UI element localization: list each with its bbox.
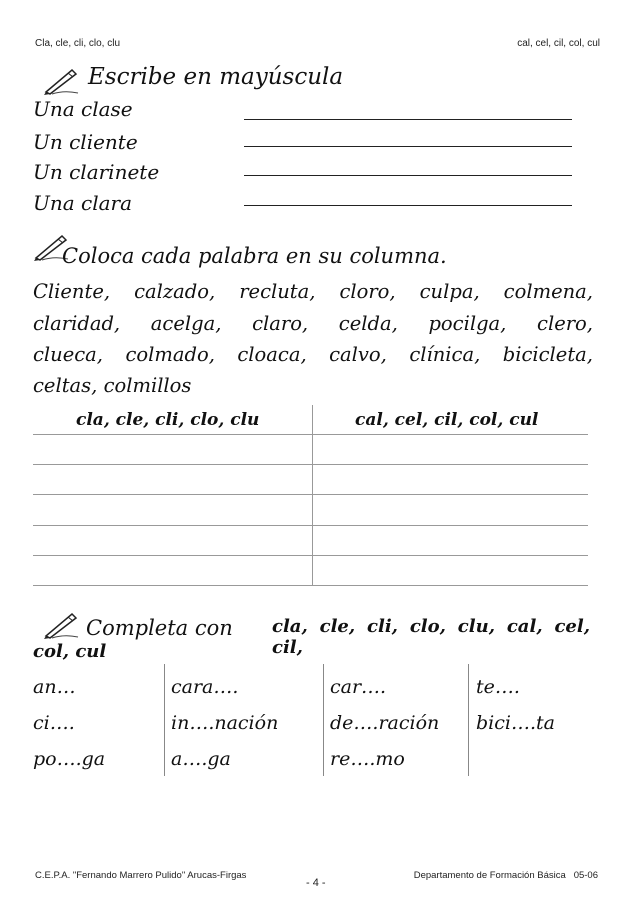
pen-icon — [42, 66, 82, 96]
grid-divider — [468, 664, 469, 776]
answer-line-2[interactable] — [244, 146, 572, 147]
table-row-line — [33, 525, 588, 526]
fill-word[interactable]: cara…. — [171, 676, 239, 698]
page-number: - 4 - — [306, 877, 326, 889]
footer-school: C.E.P.A. "Fernando Marrero Pulido" Arucas-Firgas — [35, 870, 247, 881]
s1-item-3: Un clarinete — [33, 160, 160, 184]
fill-word[interactable]: po….ga — [33, 748, 106, 770]
section2-title-rest: oloca cada palabra en su columna. — [78, 244, 447, 268]
s1-item-1: Una clase — [33, 97, 133, 121]
footer-department: Departamento de Formación Básica 05-06 — [413, 870, 598, 881]
section1-title: Escribe en mayúscula — [88, 64, 344, 90]
col1-header: cla, cle, cli, clo, clu — [76, 410, 260, 430]
fill-word[interactable]: bici….ta — [476, 712, 555, 734]
header-right: cal, cel, cil, col, cul — [517, 38, 600, 49]
table-row-line — [33, 585, 588, 586]
section2-title — [62, 244, 447, 268]
table-row-line — [33, 555, 588, 556]
s1-item-2: Un cliente — [33, 130, 138, 154]
section3-title: Completa con — [86, 616, 233, 640]
word-list-line-3: clueca, colmado, cloaca, calvo, clínica, bicicleta, — [33, 343, 593, 366]
fill-word[interactable]: de….ración — [330, 712, 440, 734]
table-row-line — [33, 434, 588, 435]
grid-divider — [323, 664, 324, 776]
section2-title-initial: C — [62, 244, 79, 268]
answer-line-1[interactable] — [244, 119, 572, 120]
grid-divider — [164, 664, 165, 776]
s1-item-4: Una clara — [33, 191, 133, 215]
answer-line-3[interactable] — [244, 175, 572, 176]
table-row-line — [33, 494, 588, 495]
fill-word[interactable]: car…. — [330, 676, 387, 698]
fill-word[interactable]: re….mo — [330, 748, 405, 770]
word-list-line-4: celtas, colmillos — [33, 374, 192, 397]
word-list-line-1: Cliente, calzado, recluta, cloro, culpa, colmena, — [33, 280, 593, 303]
fill-word[interactable]: ci…. — [33, 712, 75, 734]
answer-line-4[interactable] — [244, 205, 572, 206]
header-left: Cla, cle, cli, clo, clu — [35, 38, 121, 49]
fill-word[interactable]: an… — [33, 676, 76, 698]
fill-word[interactable]: te…. — [476, 676, 520, 698]
table-divider — [312, 405, 313, 586]
table-row-line — [33, 464, 588, 465]
syllables-line-1: cla, cle, cli, clo, clu, cal, cel, cil, — [272, 616, 590, 658]
pen-icon — [42, 610, 82, 640]
fill-word[interactable]: a….ga — [171, 748, 231, 770]
word-list-line-2: claridad, acelga, claro, celda, pocilga, clero, — [33, 312, 593, 335]
syllables-line-2: col, cul — [33, 641, 107, 662]
col2-header: cal, cel, cil, col, cul — [355, 410, 539, 430]
fill-word[interactable]: in….nación — [171, 712, 279, 734]
